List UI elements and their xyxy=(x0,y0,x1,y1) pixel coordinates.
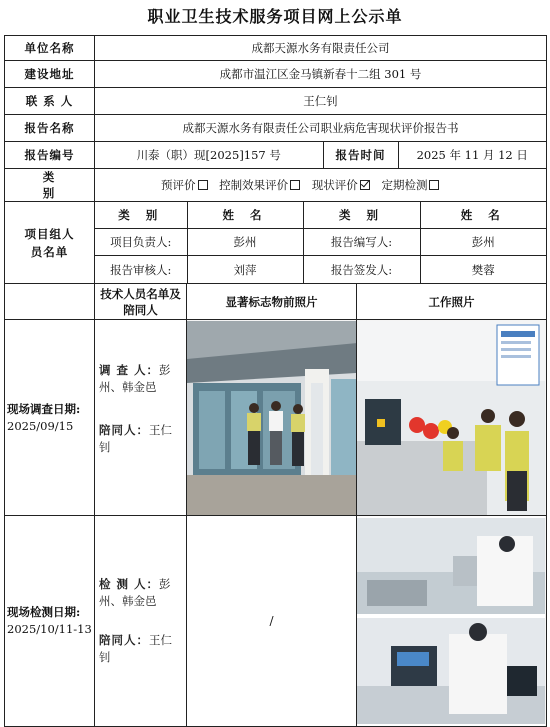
team-header-category-2: 类 别 xyxy=(303,202,420,228)
row-category xyxy=(5,169,547,202)
tester-names: 彭州、韩金邑 xyxy=(99,577,171,608)
team-label: 项目组人员名单 xyxy=(5,202,95,284)
row-contact xyxy=(5,88,547,115)
row-report-no xyxy=(5,142,547,169)
team-row xyxy=(95,256,546,283)
survey-companion-label: 陪同人： xyxy=(99,423,149,437)
announcement-table xyxy=(4,35,547,727)
address-label: 建设地址 xyxy=(5,61,95,88)
team-cell: 彭州 xyxy=(420,228,546,256)
team-header-name-1: 姓 名 xyxy=(187,202,303,228)
building-entrance-photo xyxy=(187,321,357,515)
testing-date-cell xyxy=(5,516,95,727)
page-title: 职业卫生技术服务项目网上公示单 xyxy=(147,7,403,26)
option-status-eval-label: 现状评价 xyxy=(311,178,358,192)
row-photo-header xyxy=(5,284,547,320)
option-status-eval-checkbox[interactable] xyxy=(360,180,370,190)
team-cell: 彭州 xyxy=(187,228,303,256)
team-cell: 项目负责人: xyxy=(95,228,187,256)
sign-photo-header: 显著标志物前照片 xyxy=(187,284,357,320)
field-testing-photos xyxy=(357,516,545,726)
photo-header-blank xyxy=(5,284,95,320)
category-options xyxy=(95,169,547,202)
testing-work-photos xyxy=(357,516,547,727)
testing-date: 2025/10/11-13 xyxy=(7,622,92,636)
report-no-value: 川泰（职）现[2025]157 号 xyxy=(95,142,323,168)
team-header-category-1: 类 别 xyxy=(95,202,187,228)
row-team xyxy=(5,202,547,284)
report-no-inner xyxy=(95,142,546,168)
investigator-label: 调 查 人： xyxy=(99,363,160,377)
work-photo-header: 工作照片 xyxy=(357,284,547,320)
testing-companion-label: 陪同人： xyxy=(99,633,149,647)
testing-sign-photo-cell xyxy=(187,516,357,727)
address-value: 成都市温江区金马镇新春十二组 301 号 xyxy=(95,61,547,88)
row-address xyxy=(5,61,547,88)
row-report-name xyxy=(5,115,547,142)
team-cell: 报告审核人: xyxy=(95,256,187,283)
team-cell: 报告签发人: xyxy=(303,256,420,283)
survey-staff-cell xyxy=(95,320,187,516)
survey-companion: 王仁钊 xyxy=(99,423,172,454)
testing-date-label: 现场检测日期: xyxy=(7,605,81,619)
site-survey-photo xyxy=(357,321,545,515)
option-pre-eval-checkbox[interactable] xyxy=(198,180,208,190)
testing-companion: 王仁钊 xyxy=(99,633,172,664)
option-control-eval-label: 控制效果评价 xyxy=(219,178,289,192)
option-control-eval-checkbox[interactable] xyxy=(290,180,300,190)
row-testing xyxy=(5,516,547,727)
row-survey xyxy=(5,320,547,516)
investigator-names: 彭州、韩金邑 xyxy=(99,363,171,394)
survey-date-cell xyxy=(5,320,95,516)
survey-sign-photo xyxy=(187,320,357,516)
option-periodic-test-label: 定期检测 xyxy=(381,178,428,192)
team-cell: 刘萍 xyxy=(187,256,303,283)
report-name-label: 报告名称 xyxy=(5,115,95,142)
survey-work-photo xyxy=(357,320,547,516)
contact-label: 联 系 人 xyxy=(5,88,95,115)
option-periodic-test-checkbox[interactable] xyxy=(429,180,439,190)
survey-date-label: 现场调查日期: xyxy=(7,401,81,416)
category-label: 类 别 xyxy=(5,169,95,202)
report-time-value: 2025 年 11 月 12 日 xyxy=(416,148,528,162)
contact-value: 王仁钊 xyxy=(95,88,547,115)
unit-value: 成都天源水务有限责任公司 xyxy=(95,36,547,61)
option-pre-eval-label: 预评价 xyxy=(161,178,196,192)
row-unit xyxy=(5,36,547,61)
unit-label: 单位名称 xyxy=(5,36,95,61)
testing-staff-cell xyxy=(95,516,187,727)
testing-sign-photo-placeholder: / xyxy=(269,614,274,628)
team-cell: 樊蓉 xyxy=(420,256,546,283)
report-name-value: 成都天源水务有限责任公司职业病危害现状评价报告书 xyxy=(95,115,547,142)
staff-header: 技术人员名单及陪同人 xyxy=(95,284,187,320)
report-no-label: 报告编号 xyxy=(5,142,95,169)
team-header-name-2: 姓 名 xyxy=(420,202,546,228)
tester-label: 检 测 人： xyxy=(99,577,160,591)
team-cell: 报告编写人: xyxy=(303,228,420,256)
team-header-row xyxy=(95,202,546,228)
survey-date: 2025/09/15 xyxy=(7,418,74,433)
team-table xyxy=(95,202,546,283)
report-time-label: 报告时间 xyxy=(323,142,398,168)
team-row xyxy=(95,228,546,256)
